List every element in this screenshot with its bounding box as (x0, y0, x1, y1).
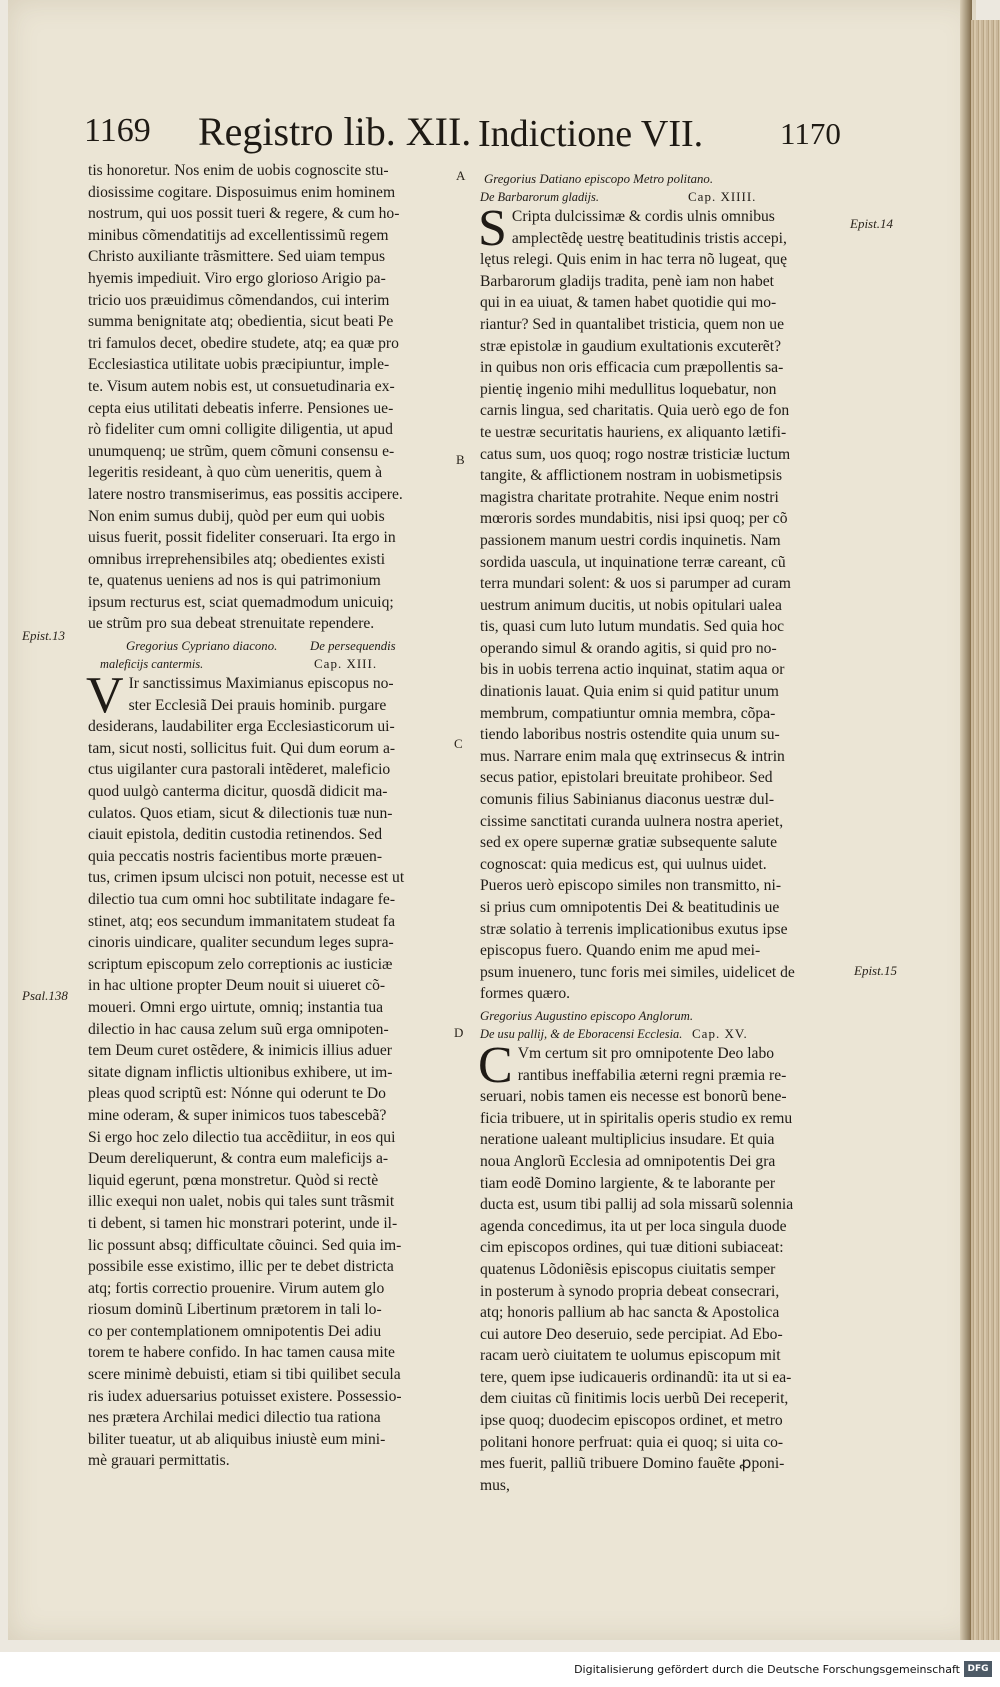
text-line: qui in ea uiuat, & tamen habet quotidie qui mo- (480, 294, 777, 312)
text-line: te. Visum autem nobis est, ut consuetudinaria ex- (88, 377, 395, 395)
text-line: cissime sanctitati curanda uulnera nostra aperiet, (480, 812, 784, 830)
text-line: liquid egerunt, pœna monstretur. Quòd si rectè (88, 1171, 379, 1189)
text-line: Barbarorum gladijs tradita, penè iam non habet (480, 272, 775, 290)
text-line: co per contemplationem omnipotentis Dei adiu (88, 1322, 382, 1340)
text-line: nes prætera Archilai medici dilectio tua rationa (88, 1409, 381, 1427)
text-line: amplectẽdę uestrę beatitudinis tristis accepi, (511, 229, 787, 247)
text-line: pleas quod scriptũ est: Nónne qui oderunt te Do (88, 1085, 386, 1103)
text-line: tis honoretur. Nos enim de uobis cognoscite stu- (88, 162, 389, 179)
text-line: in quibus non oris efficacia cum præpollentis sa- (480, 359, 784, 377)
text-line: magistra charitate protrahite. Neque enim nostri (480, 488, 779, 506)
text-line: passionem manum uestri cordis inquinetis. Nam (480, 531, 781, 549)
text-line: culatos. Quos etiam, sicut & dilectionis tuæ nun- (88, 804, 393, 822)
text-line: comunis filius Sabinianus diaconus uestræ dul- (480, 791, 775, 809)
text-line: dem ciuitas cũ finitimis locis uerbũ Dei receperit, (480, 1390, 789, 1408)
text-line: diosissime cogitare. Disposuimus enim hominem (88, 183, 396, 201)
text-line: Non enim sumus dubij, quòd per eum qui uobis (88, 507, 385, 525)
text-line: formes quæro. (480, 985, 571, 1003)
margin-note-epist-14: Epist.14 (850, 216, 893, 231)
text-line: racam uerò ciuitatem te uolumus episcopum mit (480, 1347, 781, 1365)
text-line: si prius cum omnipotentis Dei & beatitudinis ue (480, 899, 780, 916)
letter-14-opening (478, 200, 838, 257)
text-line: tri famulos decet, obedire studete, atq; ea quæ pro (88, 334, 399, 352)
letter-14-initial: S (478, 200, 507, 257)
book-page-edges (970, 20, 1000, 1640)
right-column-text-block-1 (480, 249, 838, 1005)
text-line: terra mundari solent: & uos si parumper ad curam (480, 575, 791, 593)
text-line: riantur? Sed in quantalibet tristicia, quem non ue (480, 315, 784, 333)
letter-13-initial: V (86, 667, 124, 725)
letter-15-address: Gregorius Augustino episcopo Anglorum. (480, 1008, 694, 1023)
text-line: tricio uos præuidimus cõmendandos, cui interim (88, 291, 390, 309)
text-line: sed ex opere supernæ gratiæ subsequente salute (480, 834, 778, 852)
letter-14-chapter: Cap. XIIII. (688, 189, 757, 204)
text-line: cinoris uindicare, qualiter secundum leges supra- (88, 934, 394, 952)
right-text-column (480, 170, 838, 1496)
right-running-title: Indictione VII. (478, 113, 704, 155)
text-line: ti debent, si tamen hic monstrari poterint, unde il- (88, 1214, 398, 1232)
text-line: te, quatenus ueniens ad nos is qui patrimonium (88, 572, 381, 590)
footer-credit: Digitalisierung gefördert durch die Deutsche Forschungsgemeinschaft (574, 1663, 960, 1676)
letter-13-subject-b: maleficijs cantermis. (100, 657, 204, 672)
text-line: tem Deum curet ostẽdere, & inimicis illius aduer (88, 1042, 392, 1060)
text-line: ficia tribuere, ut in spiritalis operis studio ex remu (480, 1109, 793, 1127)
text-line: catus sum, uos quoq; rogo nostræ tristiciæ luctum (480, 445, 791, 463)
text-line: mine oderam, & super inimicos tuos tabescebã? (88, 1106, 387, 1124)
text-line: neratione ualeant multiplicius insudare. Et quia (480, 1131, 775, 1149)
text-line: Pueros uerò episcopo similes non transmitto, ni- (480, 877, 782, 895)
text-line: dilectio in hac causa zelum suũ erga omnipoten- (88, 1020, 389, 1038)
letter-13-chapter: Cap. XIII. (314, 656, 378, 672)
text-line: tiendo laboribus nostris ostendite quia unum su- (480, 726, 780, 744)
letter-13-initial-lines (86, 667, 450, 725)
text-line: tus, crimen ipsum ulcisci non potuit, necesse est ut (88, 869, 405, 887)
letter-13-opening (86, 667, 450, 725)
text-line: agenda concedimus, ita ut per loca singula duode (480, 1217, 787, 1235)
text-line: seruari, nobis tamen eis necesse est bonorũ bene- (480, 1088, 787, 1106)
text-line: illic exequi non ualet, nobis qui tales sunt trãsmit (88, 1193, 395, 1211)
text-line: stinet, atq; eos secundum immanitatem studeat fa (88, 912, 396, 930)
text-line: mè grauari permittatis. (88, 1452, 230, 1470)
section-marker-a: A (456, 168, 466, 183)
text-line: cui autore Deo deseruio, sede percipiat. Ad Ebo- (480, 1325, 783, 1343)
text-line: mes fuerit, palliũ tribuere Domino fauẽte ꝓponi- (480, 1455, 785, 1473)
text-line: Deum dereliquerunt, & contra eum maleficijs a- (88, 1150, 389, 1168)
margin-note-epist-15: Epist.15 (854, 963, 897, 978)
text-line: Ecclesiastica utilitate uobis præcipiuntur, imple- (88, 356, 390, 374)
text-line: omnibus irreprehensibiles atq; obedientes existi (88, 550, 386, 568)
text-line: in hac ultione propter Deum nouit si uiueret cõ- (88, 977, 386, 995)
text-line: minibus cõmendatitijs ad excellentissimũ regem (88, 226, 389, 244)
letter-15-subject: De usu pallij, & de Eboracensi Ecclesia. (480, 1026, 683, 1041)
letter-14-initial-lines (478, 200, 838, 257)
text-line: stræ solatio à terrenis implicationibus exutus ipse (480, 920, 788, 938)
text-line: quod uulgò canterma dicitur, quosdã didicit ma- (88, 783, 388, 801)
text-line: rantibus ineffabilia æterni regni præmia re- (517, 1066, 787, 1084)
text-line: hyemis impediuit. Viro ergo glorioso Arigio pa- (88, 269, 386, 287)
text-line: riosum dominũ Libertinum prætorem in tali lo- (88, 1301, 382, 1319)
text-line: tam, sicut nosti, sollicitus fuit. Qui dum eorum a- (88, 739, 396, 757)
text-line: legeritis resideant, à quo cùm ueneritis, quem à (88, 464, 383, 482)
text-line: lic possunt absq; difficultate cõuinci. Sed quia im- (88, 1236, 402, 1254)
text-line: carnis lingua, sed charitatis. Quia uerò ego de fon (480, 402, 790, 420)
text-line: sordida uascula, ut inquinatione terræ careant, cũ (480, 553, 786, 571)
text-line: psum inuenero, tunc foris mei similes, uidelicet de (480, 963, 795, 981)
text-line: quatenus Lõdoniẽsis episcopus ciuitatis semper (480, 1260, 776, 1278)
footer-bar (0, 1652, 1000, 1687)
text-line: te uestræ securitatis hauriens, ex aliquanto lætifi- (480, 423, 787, 441)
left-column-text-block-1 (88, 160, 450, 635)
text-line: Vm certum sit pro omnipotente Deo labo (517, 1044, 775, 1062)
letter-15-chapter: Cap. XV. (692, 1025, 748, 1041)
left-page-number: 1169 (84, 112, 151, 149)
text-line: tere, quem ipse iudicaueris ordinandũ: ita ut si ea- (480, 1368, 792, 1386)
text-line: ue strũm pro sua debeat strenuitate rependere. (88, 615, 375, 633)
text-line: mœroris sordes mundabitis, nisi ipsi quoq; per cõ (480, 510, 788, 528)
section-marker-c: C (454, 736, 463, 751)
text-line: tis, quasi cum luto lutum mundatis. Sed quia hoc (480, 618, 785, 636)
text-line: Si ergo hoc zelo dilectio tua accẽdiitur, in eos qui (88, 1128, 396, 1146)
text-line: lętus relegi. Quis enim in hac terra nõ lugeat, quę (480, 251, 788, 269)
text-line: scere minimè debuisti, etiam si tibi quilibet secula (88, 1366, 401, 1384)
letter-15-opening (478, 1036, 838, 1094)
section-marker-b: B (456, 452, 465, 467)
text-line: dinationis lauat. Quia enim si quid patitur unum (480, 683, 779, 701)
text-line: quia peccatis nostris facientibus morte præuen- (88, 847, 383, 865)
text-line: possibile esse existimo, illic per te debet districta (88, 1258, 394, 1276)
text-line: moueri. Omni ergo uirtute, omniq; instantia tua (88, 998, 384, 1016)
text-line: atq; fortis correctio prouenire. Virum autem glo (88, 1279, 385, 1297)
text-line: biliter tueatur, ut ab aliquibus iniustè eum mini- (88, 1430, 386, 1448)
left-column-text-block-2 (88, 716, 450, 1472)
text-line: in posterum à synodo propria debeat consecrari, (480, 1282, 780, 1300)
text-line: dilectio tua cum omni hoc subtilitate indagare fe- (88, 891, 396, 908)
text-line: ris iudex aduersarius potuisset existere. Possessio- (88, 1387, 402, 1405)
text-line: membrum, compatiuntur omnia membra, cõpa- (480, 704, 776, 722)
text-line: uisus fuerit, possit fideliter conseruari. Ita ergo in (88, 529, 396, 547)
text-line: Ir sanctissimus Maximianus episcopus no- (128, 675, 394, 693)
text-line: mus. Narrare enim mala quę extrinsecus & intrin (480, 747, 785, 765)
text-line: ipse quoq; duodecim episcopos ordinet, et metro (480, 1412, 783, 1430)
letter-13-subject (88, 655, 450, 673)
text-line: summa benignitate atq; obedientia, sicut beati Pe (88, 313, 394, 331)
text-line: ducta est, usum tibi pallij ad sola missarũ solennia (480, 1196, 794, 1214)
text-line: bis in uobis terrena actio inquinat, statim aqua or (480, 661, 785, 679)
letter-13-address (88, 637, 450, 655)
letter-14-subject-line (480, 188, 838, 206)
text-line: sitate dignam inflictis ultionibus exhibere, ut im- (88, 1063, 393, 1081)
text-line: mus, (480, 1476, 510, 1494)
text-line: Cripta dulcissimæ & cordis ulnis omnibus (511, 208, 775, 225)
text-line: pientię ingenio mihi medullitus loquebatur, non (480, 380, 777, 398)
text-line: secus patior, epistolari breuitate prohibeor. Sed (480, 769, 773, 787)
text-line: cognoscat: quia medicus est, qui uulnus uidet. (480, 855, 767, 873)
letter-15-initial: C (478, 1036, 513, 1094)
section-marker-d: D (454, 1025, 464, 1040)
text-line: scriptum episcopum zelo correptionis ac iusticiæ (88, 955, 393, 973)
letter-14-subject: De Barbarorum gladijs. (480, 190, 599, 204)
running-header (8, 108, 976, 160)
text-line: cim episcopos ordines, qui tuæ ditioni subiaceat: (480, 1239, 784, 1257)
text-line: Christo auxiliante trãsmittere. Sed uiam tempus (88, 248, 386, 266)
text-line: unumquenq; ue strũm, quem cõmuni consensu e- (88, 442, 395, 460)
text-line: nostrum, qui uos possit tueri & regere, & cum ho- (88, 205, 400, 223)
text-line: rò fideliter cum omni colligite diligentia, ut apud (88, 421, 393, 439)
letter-13-subject-a: De persequendis (310, 639, 396, 654)
text-line: cepta eius utilitati debeatis inferre. Pensiones ue- (88, 399, 394, 417)
text-line: desiderans, laudabiliter erga Ecclesiasticorum ui- (88, 718, 395, 736)
text-line: tangite, & afflictionem nostram in uobismetipsis (480, 467, 783, 485)
text-line: politani honore perfruat: quia ei quoq; si uita co- (480, 1433, 784, 1451)
letter-14-address: Gregorius Datiano episcopo Metro politano. (484, 172, 714, 186)
margin-note-psal-138: Psal.138 (22, 988, 68, 1003)
text-line: operando simul & orando agitis, si quid pro no- (480, 639, 777, 657)
dfg-logo-icon: DFG (964, 1661, 992, 1677)
text-line: tiam eodẽ Domino largiente, & te laborante per (480, 1174, 776, 1192)
text-line: episcopus fuero. Quando enim me apud mei- (480, 942, 761, 960)
margin-note-epist-13: Epist.13 (22, 628, 65, 643)
letter-15-initial-lines (478, 1036, 838, 1094)
text-line: ipsum recturus est, sciat quemadmodum unicuiq; (88, 593, 394, 611)
right-column-text-block-2 (480, 1086, 838, 1496)
text-line: atq; honoris pallium ab hac sancta & Apostolica (480, 1304, 780, 1322)
letter-13-address-text: Gregorius Cypriano diacono. (126, 639, 278, 654)
text-line: stræ epistolæ in gaudium exultationis excuterẽt? (480, 337, 781, 355)
text-line: ster Ecclesiã Dei prauis hominib. purgare (128, 696, 387, 714)
book-page (8, 0, 976, 1640)
text-line: ciauit epistola, deditin custodia retinendos. Sed (88, 826, 383, 844)
text-line: noua Anglorũ Ecclesia ad omnipotentis Dei gra (480, 1152, 776, 1170)
letter-15-subject-line (480, 1025, 838, 1043)
right-page-number: 1170 (780, 116, 841, 151)
text-line: uestrum animum ducitis, ut nobis opitulari ualea (480, 596, 782, 614)
left-text-column (88, 160, 450, 1472)
text-line: torem te habere confido. In hac tamen causa mite (88, 1344, 395, 1362)
text-line: ctus uigilanter cura pastorali intẽderet, maleficio (88, 761, 391, 779)
left-running-title: Registro lib. XII. (198, 109, 472, 154)
text-line: latere nostro transmiserimus, eas possitis accipere. (88, 485, 403, 503)
